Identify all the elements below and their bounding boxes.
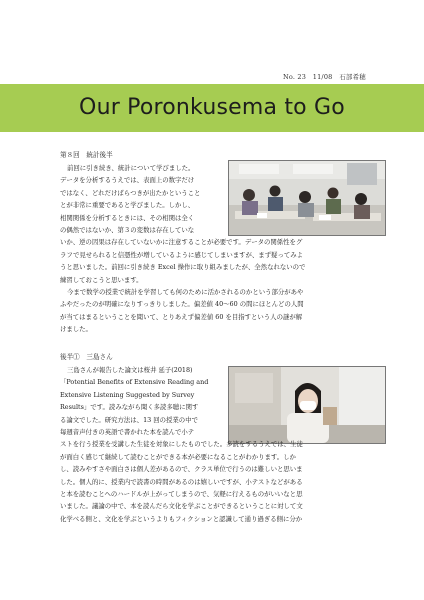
presenter-photo	[228, 366, 386, 444]
newsletter-title: Our Poronkusema to Go	[79, 95, 345, 120]
text-line: 三島さんが報告した論文は桜井 延子(2018)	[67, 366, 193, 374]
section-text-full	[60, 438, 384, 525]
text-line: ふやだったのが明確になりすっきりしました。偏差値 40～60 の間にほとんどの人間	[60, 300, 304, 309]
text-line: 練習しておこうと思います。	[60, 275, 143, 284]
text-line: が面白く感じて継続して読むことができる本が必要になることがわかります。しか	[60, 452, 296, 461]
text-line: る論文でした。研究方法は、13 回の授業の中で	[60, 415, 198, 424]
text-line: とが非常に重要であると学びました。しかし、	[60, 201, 195, 210]
text-line: した。個人的に、授業内で読書の時間があるのは嬉しいですが、小テストなどがある	[60, 477, 303, 486]
text-line: けました。	[60, 325, 92, 334]
text-line: いました。議論の中で、本を読んだら文化を学ぶことができるということに対して文	[60, 502, 303, 511]
text-line: 「Potential Benefits of Extensive Reading and	[60, 378, 209, 387]
text-line: 前回に引き続き、統計について学びました。	[67, 164, 195, 172]
section-text-full	[60, 236, 384, 335]
text-line: と本を読むことへのハードルが上がってしまうので、気軽に行えるものがいいなと思	[60, 490, 303, 499]
section-heading: 後半① 三島さん	[60, 353, 113, 361]
classroom-photo	[228, 160, 386, 236]
text-line: の偶然ではないか、第３の変数は存在していな	[60, 226, 195, 235]
section-heading: 第８回 統計後半	[60, 151, 113, 159]
text-line: いか、逆の因果は存在していないかに注意することが必要です。データの関係性をグ	[60, 238, 303, 247]
text-line: 今まで数学の授業で統計を学習しても何のために活かされるのかという部分があや	[67, 288, 304, 297]
text-line: データを分析するうえでは、表面上の数字だけ	[60, 176, 195, 185]
text-line: ではなく、どれだけばらつきが出たかということ	[60, 188, 201, 197]
title-banner	[0, 84, 424, 132]
text-line: 相関関係を分析するときには、その相関は全く	[60, 213, 195, 222]
section-text-wrapped	[60, 364, 224, 438]
text-line: 毎週音声付きの英語で書かれた本を読んで小テ	[60, 428, 195, 437]
text-line: 化学べる側と、文化を学ぶというよりもフィクションと認識して通り過ぎる側に分か	[60, 514, 303, 523]
text-line: ストを行う授業を受講した生徒を対象にしたものでした。多読をするうえでは、生徒	[60, 440, 303, 449]
issue-meta: No. 23 11/08 石部希穂	[282, 73, 366, 81]
text-line: し、読みやすさや面白さは個人差があるので、クラス単位で行うのは難しいと思いま	[60, 465, 303, 474]
text-line: が当てはまるということを聞いて、とりあえず偏差値 60 を目指すという人の謎が解	[60, 312, 303, 321]
text-line: うと思いました。前回に引き続き Excel 操作に取り組みましたが、全然なれないので	[60, 263, 306, 272]
text-line: Extensive Listening Suggested by Survey	[60, 390, 195, 399]
section-text-wrapped	[60, 162, 224, 236]
text-line: Results」です。読みながら聞く多読多聴に関す	[60, 403, 199, 412]
text-line: ラフで見せられると信憑性が増しているように感じてしまいますが、まず疑ってみよ	[60, 250, 304, 259]
